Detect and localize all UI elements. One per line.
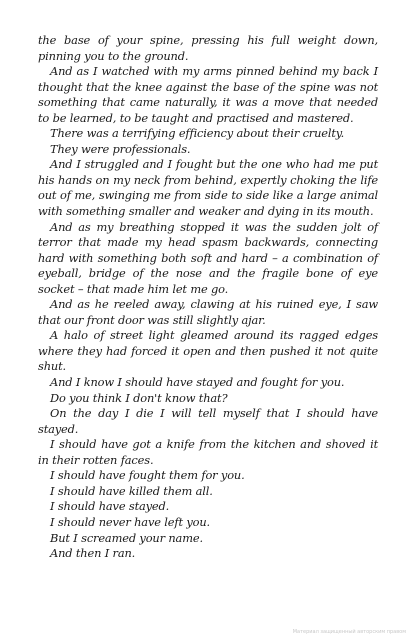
paragraph: They were professionals. [50, 141, 191, 156]
paragraph: And I struggled and I fought but the one who had me put his hands on my neck from behind, expertly choking the life out of me, swinging me from side to side like a large animal with something smaller and weaker and dying in its mouth. [38, 157, 378, 219]
paragraph: On the day I die I will tell myself that I should have stayed. [38, 406, 378, 436]
paragraph: I should have killed them all. [50, 483, 213, 498]
paragraph: the base of your spine, pressing his full weight down, pinning you to the ground. [38, 33, 378, 63]
paragraph: I should have got a knife from the kitchen and shoved it in their rotten faces. [38, 437, 378, 467]
paragraph: I should have fought them for you. [50, 468, 245, 483]
page-text [38, 33, 378, 562]
paragraph: And I know I should have stayed and fought for you. [50, 375, 345, 390]
paragraph: And as my breathing stopped it was the sudden jolt of terror that made my head spasm backwards, connecting hard with something both soft and hard – a combination of eyeball, bridge of the nose and the fragile bone of eye socket – that made him let me go. [38, 219, 378, 296]
paragraph: A halo of street light gleamed around its ragged edges where they had forced it open and then pushed it not quite shut. [38, 328, 378, 374]
paragraph: And as I watched with my arms pinned behind my back I thought that the knee against the base of the spine was not something that came naturally, it was a move that needed to be learned, to be taught and practised and mastered. [38, 64, 378, 125]
copyright-watermark: Материал защищенный авторским правом [292, 629, 406, 635]
paragraph: Do you think I don't know that? [50, 390, 228, 405]
paragraph: And as he reeled away, clawing at his ruined eye, I saw that our front door was still slightly ajar. [38, 297, 378, 327]
paragraph: And then I ran. [50, 546, 136, 561]
paragraph: I should never have left you. [50, 514, 210, 529]
paragraph: There was a terrifying efficiency about their cruelty. [50, 126, 345, 141]
paragraph: I should have stayed. [50, 499, 170, 514]
paragraph: But I screamed your name. [50, 530, 203, 545]
